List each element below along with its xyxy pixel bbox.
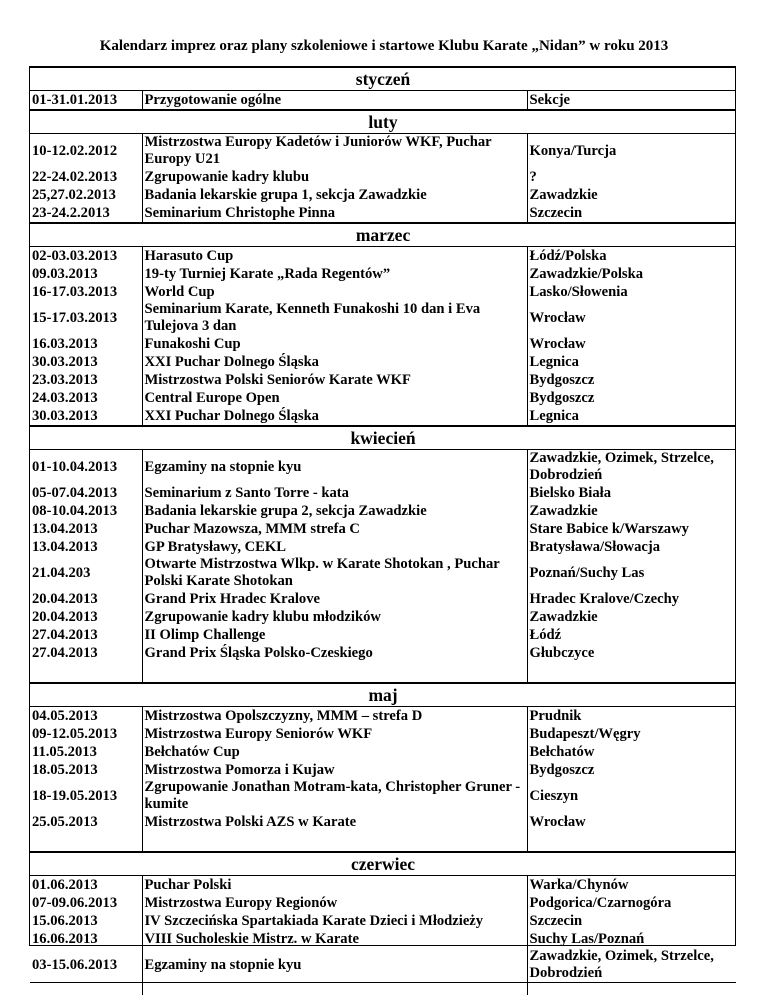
table-row: 24.03.2013 Central Europe Open Bydgoszcz bbox=[30, 389, 736, 407]
month-header: kwiecień bbox=[30, 426, 736, 450]
table-row: 15-17.03.2013 Seminarium Karate, Kenneth Funakoshi 10 dan i Eva Tulejova 3 dan Wrocław bbox=[30, 301, 736, 335]
table-row: 10-12.02.2012 Mistrzostwa Europy Kadetów i Juniorów WKF, Puchar Europy U21 Konya/Turcja bbox=[30, 134, 736, 169]
document-title: Kalendarz imprez oraz plany szkoleniowe i startowe Klubu Karate „Nidan” w roku 2013 bbox=[0, 38, 768, 55]
month-header: luty bbox=[30, 110, 736, 134]
table-row: 01.06.2013 Puchar Polski Warka/Chynów bbox=[30, 876, 736, 895]
table-row: 16-17.03.2013 World Cup Lasko/Słowenia bbox=[30, 283, 736, 301]
table-row: 15.06.2013 IV Szczecińska Spartakiada Karate Dzieci i Młodzieży Szczecin bbox=[30, 912, 736, 930]
table-row: 22-24.02.2013 Zgrupowanie kadry klubu ? bbox=[30, 168, 736, 186]
table-row: 08-10.04.2013 Badania lekarskie grupa 2, sekcja Zawadzkie Zawadzkie bbox=[30, 502, 736, 520]
empty-row bbox=[30, 831, 736, 852]
table-row: 13.04.2013 GP Bratysławy, CEKL Bratysława/Słowacja bbox=[30, 538, 736, 556]
month-header: marzec bbox=[30, 223, 736, 247]
table-row: 20.04.2013 Zgrupowanie kadry klubu młodzików Zawadzkie bbox=[30, 608, 736, 626]
table-row: 27.04.2013 II Olimp Challenge Łódź bbox=[30, 626, 736, 644]
table-row: 21.04.203 Otwarte Mistrzostwa Wlkp. w Karate Shotokan , Puchar Polski Karate Shotokan Poznań/Suchy Las bbox=[30, 556, 736, 590]
empty-row bbox=[30, 662, 736, 683]
calendar-table bbox=[30, 66, 736, 995]
table-row: 03-15.06.2013 Egzaminy na stopnie kyu Zawadzkie, Ozimek, Strzelce, Dobrodzień bbox=[30, 948, 736, 983]
table-row: 16.03.2013 Funakoshi Cup Wrocław bbox=[30, 335, 736, 353]
month-header: styczeń bbox=[30, 67, 736, 91]
table-row: 25.05.2013 Mistrzostwa Polski AZS w Karate Wrocław bbox=[30, 813, 736, 831]
table-row: 09-12.05.2013 Mistrzostwa Europy Seniorów WKF Budapeszt/Węgry bbox=[30, 725, 736, 743]
table-row: 20.04.2013 Grand Prix Hradec Kralove Hradec Kralove/Czechy bbox=[30, 590, 736, 608]
table-row: 23.03.2013 Mistrzostwa Polski Seniorów Karate WKF Bydgoszcz bbox=[30, 371, 736, 389]
table-row: 18-19.05.2013 Zgrupowanie Jonathan Motram-kata, Christopher Gruner -kumite Cieszyn bbox=[30, 779, 736, 813]
empty-row bbox=[30, 983, 736, 995]
table-row: 23-24.2.2013 Seminarium Christophe Pinna Szczecin bbox=[30, 204, 736, 223]
month-header: czerwiec bbox=[30, 852, 736, 876]
table-row: 01-10.04.2013 Egzaminy na stopnie kyu Zawadzkie, Ozimek, Strzelce, Dobrodzień bbox=[30, 450, 736, 485]
month-header: maj bbox=[30, 683, 736, 707]
table-row: 07-09.06.2013 Mistrzostwa Europy Regionów Podgorica/Czarnogóra bbox=[30, 894, 736, 912]
table-row: 13.04.2013 Puchar Mazowsza, MMM strefa C Stare Babice k/Warszawy bbox=[30, 520, 736, 538]
table-row: 09.03.2013 19-ty Turniej Karate „Rada Regentów” Zawadzkie/Polska bbox=[30, 265, 736, 283]
table-row: 27.04.2013 Grand Prix Śląska Polsko-Czeskiego Głubczyce bbox=[30, 644, 736, 662]
table-row: 30.03.2013 XXI Puchar Dolnego Śląska Legnica bbox=[30, 353, 736, 371]
table-row: 05-07.04.2013 Seminarium z Santo Torre - kata Bielsko Biała bbox=[30, 484, 736, 502]
table-row: 02-03.03.2013 Harasuto Cup Łódź/Polska bbox=[30, 247, 736, 266]
table-row: 16.06.2013 VIII Sucholeskie Mistrz. w Karate Suchy Las/Poznań bbox=[30, 930, 736, 948]
table-row: 11.05.2013 Bełchatów Cup Bełchatów bbox=[30, 743, 736, 761]
table-row: 30.03.2013 XXI Puchar Dolnego Śląska Legnica bbox=[30, 407, 736, 426]
table-row: 01-31.01.2013 Przygotowanie ogólne Sekcje bbox=[30, 91, 736, 111]
table-row: 18.05.2013 Mistrzostwa Pomorza i Kujaw Bydgoszcz bbox=[30, 761, 736, 779]
table-row: 04.05.2013 Mistrzostwa Opolszczyzny, MMM – strefa D Prudnik bbox=[30, 707, 736, 726]
table-row: 25,27.02.2013 Badania lekarskie grupa 1, sekcja Zawadzkie Zawadzkie bbox=[30, 186, 736, 204]
